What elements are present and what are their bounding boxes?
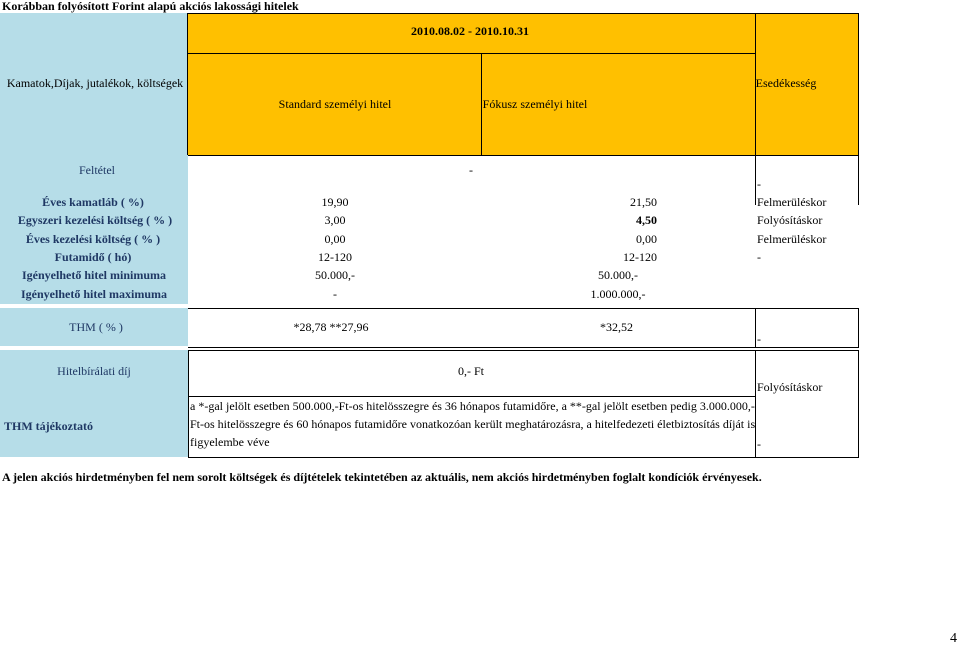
period-header: 2010.08.02 - 2010.10.31 bbox=[411, 24, 529, 38]
thm-due: - bbox=[757, 332, 761, 346]
thm-standard: *28,78 **27,96 bbox=[293, 320, 369, 334]
row-due-eves-kezelesi: Felmerüléskor bbox=[757, 232, 827, 246]
thm-fokusz: *32,52 bbox=[600, 320, 633, 334]
grid-line bbox=[188, 53, 755, 54]
grid-line bbox=[188, 155, 859, 156]
thm-info-due: - bbox=[757, 437, 761, 451]
row-label-kamatlab: Éves kamatláb ( %) bbox=[42, 195, 144, 209]
grid-line bbox=[187, 13, 859, 14]
grid-line bbox=[188, 347, 859, 348]
row-fokusz-minimum: 50.000,- bbox=[598, 268, 638, 282]
thm-info-label: THM tájékoztató bbox=[4, 419, 93, 433]
thm-label: THM ( % ) bbox=[69, 320, 123, 334]
row-value-feltetel: - bbox=[469, 163, 473, 177]
grid-line bbox=[858, 350, 859, 458]
row-standard-kamatlab: 19,90 bbox=[321, 195, 349, 209]
row-fokusz-maximum: 1.000.000,- bbox=[590, 287, 646, 301]
row-label-feltetel: Feltétel bbox=[79, 163, 115, 177]
row-fokusz-egyszeri: 4,50 bbox=[636, 213, 657, 227]
grid-line bbox=[188, 457, 859, 458]
row-due-kamatlab: Felmerüléskor bbox=[757, 195, 827, 209]
row-fokusz-futamido: 12-120 bbox=[623, 250, 657, 264]
grid-line bbox=[188, 350, 859, 351]
hitelbiralati-label: Hitelbírálati díj bbox=[57, 364, 131, 378]
row-fokusz-eves-kezelesi: 0,00 bbox=[636, 232, 657, 246]
grid-line bbox=[755, 308, 756, 348]
footer-note: A jelen akciós hirdetményben fel nem sorolt költségek és díjtételek tekintetében az aktuális, nem akciós hirdetményben foglalt kondíciók érvényesek. bbox=[2, 470, 762, 484]
grid-line bbox=[188, 350, 189, 458]
page-title: Korábban folyósított Forint alapú akciós lakossági hitelek bbox=[2, 0, 299, 13]
grid-line bbox=[755, 155, 756, 205]
column-header-due: Esedékesség bbox=[755, 76, 817, 90]
row-due-futamido: - bbox=[757, 250, 761, 264]
row-due-egyszeri: Folyósításkor bbox=[757, 213, 823, 227]
row-due-feltetel: - bbox=[757, 177, 761, 191]
thm-info-text: a *-gal jelölt esetben 500.000,-Ft-os hitelösszegre és 36 hónapos futamidőre, a **-gal jelölt esetben pedig 3.000.000,-Ft-os hitelösszegre és 60 hónapos futamidőre vonatkozóan került meghatározásra, a hitelfedezeti életbiztosítás díját is figyelembe véve bbox=[190, 399, 756, 449]
grid-line bbox=[858, 13, 859, 155]
row-fokusz-kamatlab: 21,50 bbox=[630, 195, 657, 209]
column-header-fokusz: Fókusz személyi hitel bbox=[482, 97, 588, 111]
column-header-main: Kamatok,Díjak, jutalékok, költségek bbox=[6, 76, 184, 90]
row-label-minimum: Igényelhető hitel minimuma bbox=[22, 268, 166, 282]
page-number: 4 bbox=[950, 631, 957, 646]
row-label-maximum: Igényelhető hitel maximuma bbox=[21, 287, 167, 301]
row-standard-minimum: 50.000,- bbox=[315, 268, 355, 282]
grid-line bbox=[858, 308, 859, 348]
hitelbiralati-due: Folyósításkor bbox=[757, 380, 823, 394]
row-label-egyszeri: Egyszeri kezelési költség ( % ) bbox=[17, 213, 173, 227]
row-label-futamido: Futamidő ( hó) bbox=[54, 250, 132, 264]
row-standard-maximum: - bbox=[333, 287, 337, 301]
row-standard-eves-kezelesi: 0,00 bbox=[324, 232, 346, 246]
grid-line bbox=[187, 13, 188, 155]
row-label-eves-kezelesi: Éves kezelési költség ( % ) bbox=[25, 232, 161, 246]
column-header-standard: Standard személyi hitel bbox=[278, 97, 392, 111]
grid-line bbox=[188, 308, 859, 309]
row-standard-egyszeri: 3,00 bbox=[324, 213, 346, 227]
grid-line bbox=[858, 155, 859, 205]
hitelbiralati-value: 0,- Ft bbox=[457, 364, 485, 378]
row-standard-futamido: 12-120 bbox=[318, 250, 352, 264]
